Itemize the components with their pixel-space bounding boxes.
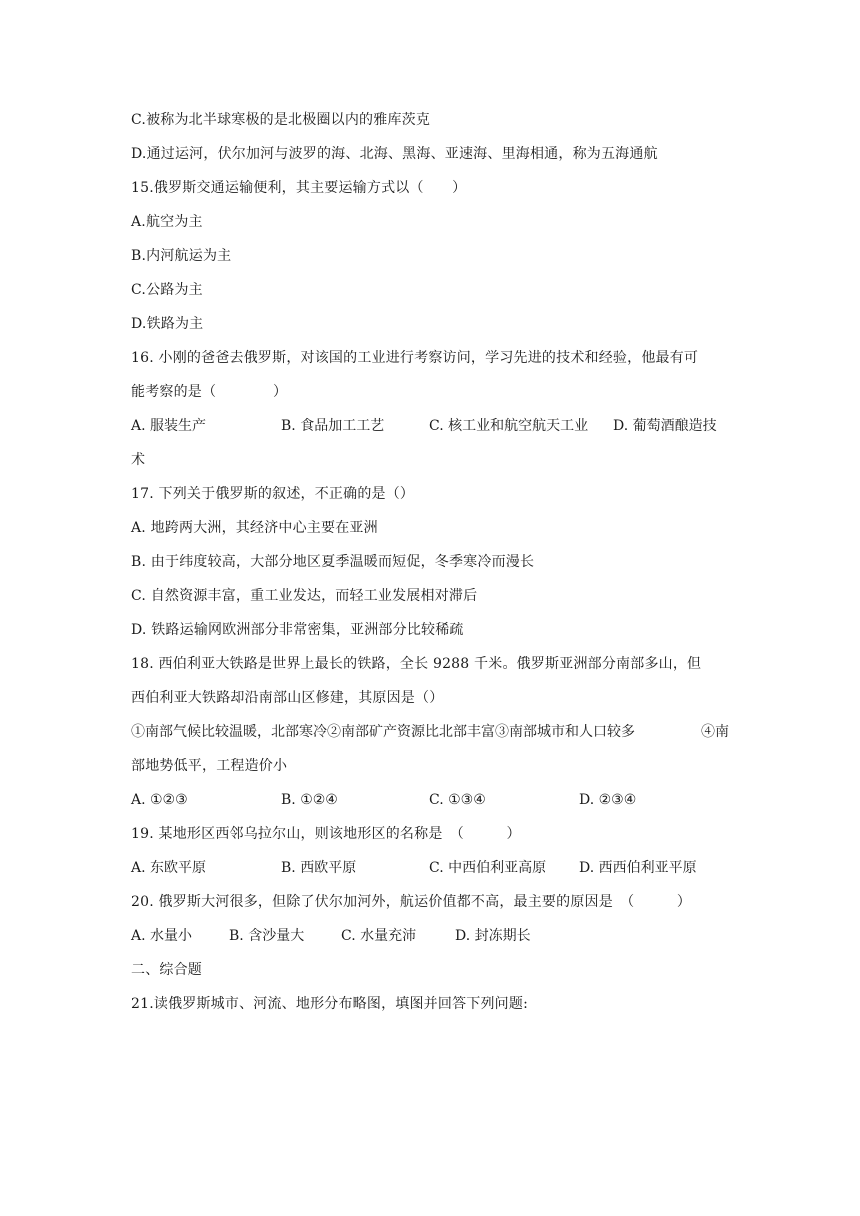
q17-option-c: C. 自然资源丰富，重工业发达，而轻工业发展相对滞后 [131,588,478,604]
q18-stem-line1: 18. 西伯利亚大铁路是世界上最长的铁路，全长 9288 千米。俄罗斯亚洲部分南部多山，但 [131,656,702,672]
q19-option-b: B. 西欧平原 [281,860,357,876]
q21-stem: 21.读俄罗斯城市、河流、地形分布略图，填图并回答下列问题: [131,996,528,1012]
q15-stem: 15.俄罗斯交通运输便利，其主要运输方式以（ ） [131,180,467,196]
q18-options-row [131,790,731,810]
q19-option-a: A. 东欧平原 [131,860,207,876]
q17-option-b: B. 由于纬度较高，大部分地区夏季温暖而短促，冬季寒冷而漫长 [131,554,535,570]
q16-options-row [131,416,731,436]
q19-option-d: D. 西西伯利亚平原 [579,860,697,876]
q18-reasons-part1: ①南部气候比较温暖，北部寒冷②南部矿产资源比北部丰富③南部城市和人口较多 [131,724,635,740]
q18-reasons-line1 [131,722,731,742]
q18-option-b: B. ①②④ [281,792,338,808]
q18-option-d: D. ②③④ [579,792,637,808]
q20-stem: 20. 俄罗斯大河很多，但除了伏尔加河外，航运价值都不高，最主要的原因是 （ ） [131,894,692,910]
q16-option-c: C. 核工业和航空航天工业 [429,418,589,434]
q20-option-c: C. 水量充沛 [341,928,417,944]
q20-options-row [131,926,731,946]
q20-option-d: D. 封冻期长 [455,928,531,944]
q20-option-a: A. 水量小 [131,928,193,944]
q18-option-c: C. ①③④ [429,792,486,808]
q16-stem-line1: 16. 小刚的爸爸去俄罗斯，对该国的工业进行考察访问，学习先进的技术和经验，他最有可 [131,350,699,366]
q16-option-b: B. 食品加工工艺 [281,418,385,434]
q16-option-a: A. 服装生产 [131,418,207,434]
q17-stem: 17. 下列关于俄罗斯的叙述，不正确的是（） [131,486,415,502]
q15-option-a: A.航空为主 [131,214,203,230]
q16-option-d-wrap: 术 [131,452,146,468]
q18-reasons-line2: 部地势低平，工程造价小 [131,758,288,774]
section-heading: 二、综合题 [131,962,202,978]
q15-option-c: C.公路为主 [131,282,203,298]
q15-option-d: D.铁路为主 [131,316,204,332]
q15-option-b: B.内河航运为主 [131,248,232,264]
q19-stem: 19. 某地形区西邻乌拉尔山，则该地形区的名称是 （ ） [131,826,521,842]
q18-reasons-part2: ④南 [701,724,729,740]
q18-option-a: A. ①②③ [131,792,188,808]
q20-option-b: B. 含沙量大 [229,928,305,944]
q18-stem-line2: 西伯利亚大铁路却沿南部山区修建，其原因是（） [131,690,444,706]
q17-option-d: D. 铁路运输网欧洲部分非常密集，亚洲部分比较稀疏 [131,622,464,638]
q16-stem-line2: 能考察的是（ ） [131,384,288,400]
q19-option-c: C. 中西伯利亚高原 [429,860,547,876]
q17-option-a: A. 地跨两大洲，其经济中心主要在亚洲 [131,520,378,536]
q16-option-d: D. 葡萄酒酿造技 [613,418,717,434]
q14-option-d: D.通过运河，伏尔加河与波罗的海、北海、黑海、亚速海、里海相通，称为五海通航 [131,146,658,162]
q19-options-row [131,858,731,878]
q14-option-c: C.被称为北半球寒极的是北极圈以内的雅库茨克 [131,112,431,128]
